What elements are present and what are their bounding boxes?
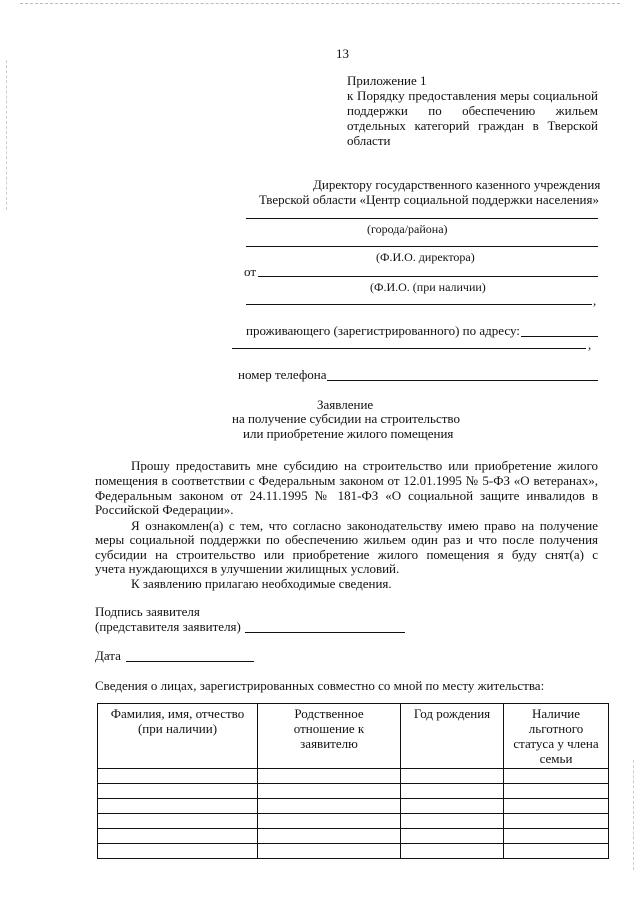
table-cell[interactable] <box>401 829 504 844</box>
document-subtitle: на получение субсидии на строительство <box>232 411 460 426</box>
table-cell[interactable] <box>401 799 504 814</box>
table-cell[interactable] <box>258 799 401 814</box>
table-cell[interactable] <box>401 814 504 829</box>
appendix-line: отдельных категорий граждан в Тверской <box>347 118 598 133</box>
table-cell[interactable] <box>258 814 401 829</box>
header-benefit-status <box>504 704 609 769</box>
body-line: Прошу предоставить мне субсидию на строительство или приобретение жилого <box>131 458 598 473</box>
director-field-hint: (Ф.И.О. директора) <box>376 250 475 264</box>
signature-label: Подпись заявителя <box>95 604 200 619</box>
table-row <box>98 769 609 784</box>
table-cell[interactable] <box>98 799 258 814</box>
table-row <box>98 844 609 859</box>
signature-field-line[interactable] <box>245 632 405 633</box>
from-label: от <box>244 264 257 279</box>
body-line: субсидии на строительство или приобретение жилого помещения я буду снят(а) с <box>95 547 598 562</box>
header-text: Год рождения <box>413 706 491 721</box>
appendix-line: к Порядку предоставления меры социальной <box>347 88 598 103</box>
header-text: заявителю <box>300 736 358 751</box>
table-cell[interactable] <box>504 844 609 859</box>
appendix-title: Приложение 1 <box>347 73 427 88</box>
body-line: Я ознакомлен(а) с тем, что согласно законодательству имею право на получение <box>131 518 598 533</box>
table-cell[interactable] <box>98 844 258 859</box>
document-title: Заявление <box>317 397 374 412</box>
addressee-line: Тверской области «Центр социальной поддержки населения» <box>259 192 599 207</box>
table-cell[interactable] <box>98 829 258 844</box>
scan-right-edge <box>633 760 634 870</box>
comma: , <box>593 293 597 308</box>
applicant-name-hint: (Ф.И.О. (при наличии) <box>370 280 486 294</box>
body-line: меры социальной поддержки по обеспечению жильем один раз и что после получения <box>95 532 598 547</box>
header-text: Наличие <box>532 706 580 721</box>
body-line: Федеральным законом от 24.11.1995 № 181-ФЗ «О социальной защите инвалидов в <box>95 488 598 503</box>
comma: , <box>588 337 592 352</box>
table-cell[interactable] <box>504 799 609 814</box>
address-field-line-2[interactable] <box>232 348 586 349</box>
header-text: статуса у члена <box>513 736 599 751</box>
header-birth-year <box>401 704 504 769</box>
scan-left-edge <box>6 60 7 210</box>
header-text: семьи <box>539 751 573 766</box>
table-cell[interactable] <box>258 784 401 799</box>
table-cell[interactable] <box>98 814 258 829</box>
header-relationship <box>258 704 401 769</box>
applicant-name-line-2[interactable] <box>246 304 592 305</box>
phone-label: номер телефона <box>238 367 327 382</box>
address-label: проживающего (зарегистрированного) по адресу: <box>246 323 520 338</box>
table-cell[interactable] <box>258 844 401 859</box>
table-cell[interactable] <box>98 784 258 799</box>
table-row <box>98 814 609 829</box>
table-cell[interactable] <box>504 769 609 784</box>
body-line: учета нуждающихся в улучшении жилищных условий. <box>95 561 400 576</box>
director-field-line[interactable] <box>246 246 598 247</box>
document-subtitle: или приобретение жилого помещения <box>243 426 454 441</box>
table-cell[interactable] <box>258 769 401 784</box>
table-cell[interactable] <box>401 769 504 784</box>
date-label: Дата <box>95 648 121 663</box>
table-row <box>98 784 609 799</box>
appendix-line: области <box>347 133 391 148</box>
applicant-name-line[interactable] <box>258 276 598 277</box>
table-cell[interactable] <box>258 829 401 844</box>
table-cell[interactable] <box>98 769 258 784</box>
table-cell[interactable] <box>504 784 609 799</box>
address-field-line[interactable] <box>521 336 598 337</box>
signature-sub-label: (представителя заявителя) <box>95 619 241 634</box>
body-line: помещения в соответствии с Федеральным законом от 12.01.1995 № 5-ФЗ «О ветеранах», <box>95 473 598 488</box>
header-text: Родственное <box>294 706 364 721</box>
body-line: Российской Федерации». <box>95 502 234 517</box>
date-field-line[interactable] <box>126 661 254 662</box>
header-text: отношение к <box>293 721 365 736</box>
addressee-line: Директору государственного казенного учреждения <box>313 177 601 192</box>
appendix-line: поддержки по обеспечению жильем <box>347 103 598 118</box>
body-line: К заявлению прилагаю необходимые сведения. <box>131 576 392 591</box>
table-cell[interactable] <box>401 844 504 859</box>
household-members-table <box>97 703 609 859</box>
scan-top-edge <box>20 3 620 4</box>
city-field-hint: (города/района) <box>367 222 448 236</box>
header-text: (при наличии) <box>137 721 218 736</box>
table-row <box>98 799 609 814</box>
table-cell[interactable] <box>504 814 609 829</box>
page-number: 13 <box>336 46 349 61</box>
city-field-line[interactable] <box>246 218 598 219</box>
table-header-row <box>98 704 609 769</box>
phone-field-line[interactable] <box>327 380 598 381</box>
table-cell[interactable] <box>401 784 504 799</box>
table-cell[interactable] <box>504 829 609 844</box>
header-full-name <box>98 704 258 769</box>
table-intro: Сведения о лицах, зарегистрированных совместно со мной по месту жительства: <box>95 678 545 693</box>
table-row <box>98 829 609 844</box>
header-text: Фамилия, имя, отчество <box>110 706 245 721</box>
header-text: льготного <box>528 721 584 736</box>
